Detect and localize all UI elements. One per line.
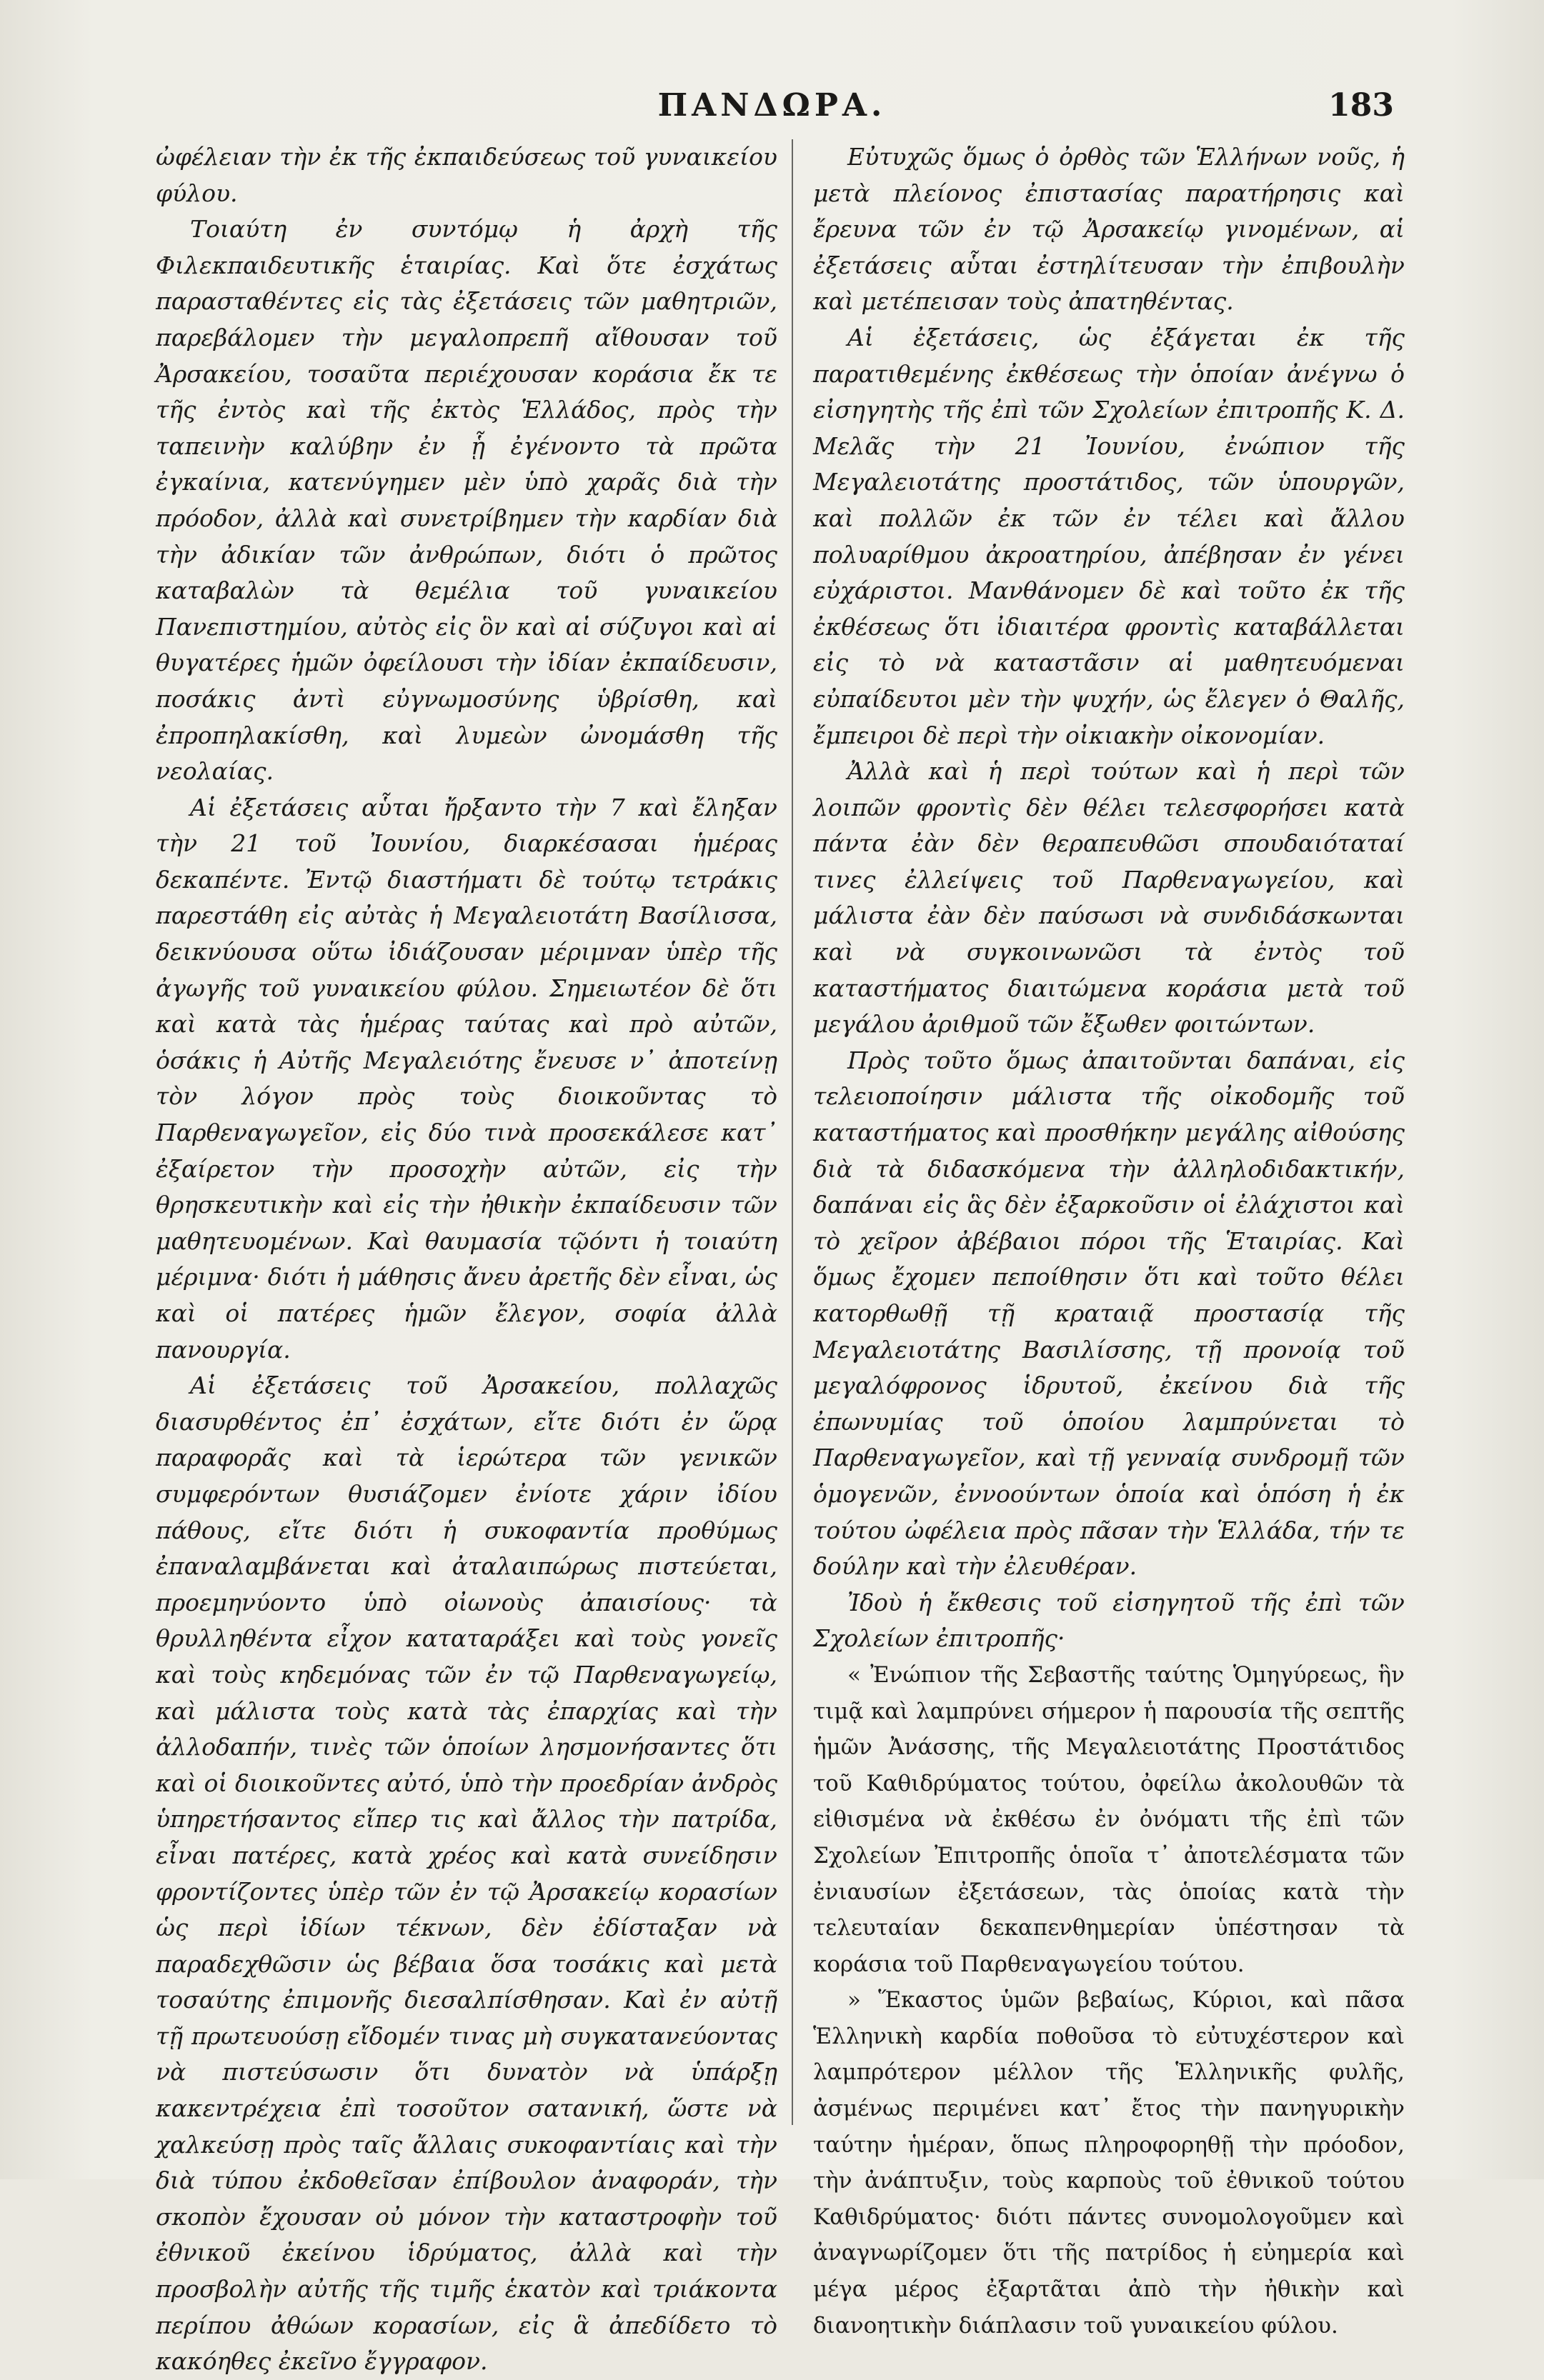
paragraph: Αἱ ἐξετάσεις τοῦ Ἀρσακείου, πολλαχῶς διασυρθέντος ἐπ᾽ ἐσχάτων, εἴτε διότι ἐν ὥρᾳ παραφορᾶς καὶ τὰ ἱερώτερα τῶν γενικῶν συμφερόντων θυσιάζομεν ἐνίοτε χάριν ἰδίου πάθους, εἴτε διότι ἡ συκοφαντία προθύμως ἐπαναλαμβάνεται καὶ ἀταλαιπώρως πιστεύεται, προεμηνύοντο ὑπὸ οἰωνοὺς ἀπαισίους· τὰ θρυλληθέντα εἶχον καταταράξει καὶ τοὺς γονεῖς καὶ τοὺς κηδεμόνας τῶν ἐν τῷ Παρθεναγωγείῳ, καὶ μάλιστα τοὺς κατὰ τὰς ἐπαρχίας καὶ τὴν ἀλλοδαπήν, τινὲς τῶν ὁποίων λησμονήσαντες ὅτι καὶ οἱ διοικοῦντες αὐτό, ὑπὸ τὴν προεδρίαν ἀνδρὸς ὑπηρετήσαντος εἴπερ τις καὶ ἄλλος τὴν πατρίδα, εἶναι πατέρες, κατὰ χρέος καὶ κατὰ συνείδησιν φροντίζοντες ὑπὲρ τῶν ἐν τῷ Ἀρσακείῳ κορασίων ὡς περὶ ἰδίων τέκνων, δὲν ἐδίσταξαν νὰ παραδεχθῶσιν ὡς βέβαια ὅσα τοσάκις καὶ μετὰ τοσαύτης ἐπιμονῆς διεσαλπίσθησαν. Καὶ ἐν αὐτῇ τῇ πρωτευούσῃ εἴδομέν τινας μὴ συγκατανεύοντας νὰ πιστεύσωσιν ὅτι δυνατὸν νὰ ὑπάρξῃ κακεντρέχεια ἐπὶ τοσοῦτον σατανική, ὥστε νὰ χαλκεύσῃ πρὸς ταῖς ἄλλαις συκοφαντίαις καὶ τὴν διὰ τύπου ἐκδοθεῖσαν ἐπίβουλον ἀναφοράν, τὴν σκοπὸν ἔχουσαν οὐ μόνον τὴν καταστροφὴν τοῦ ἐθνικοῦ ἐκείνου ἱδρύματος, ἀλλὰ καὶ τὴν προσβολὴν αὐτῆς τῆς τιμῆς ἑκατὸν καὶ τριάκοντα περίπου ἀθώων κορασίων, εἰς ἃ ἀπεδίδετο τὸ κακόηθες ἐκεῖνο ἔγγραφον. bbox=[156, 1371, 777, 2376]
paragraph: Αἱ ἐξετάσεις αὗται ἤρξαντο τὴν 7 καὶ ἔληξαν τὴν 21 τοῦ Ἰουνίου, διαρκέσασαι ἡμέρας δεκαπέντε. Ἐντῷ διαστήματι δὲ τούτῳ τετράκις παρεστάθη εἰς αὐτὰς ἡ Μεγαλειοτάτη Βασίλισσα, δεικνύουσα οὕτω ἰδιάζουσαν μέριμναν ὑπὲρ τῆς ἀγωγῆς τοῦ γυναικείου φύλου. Σημειωτέον δὲ ὅτι καὶ κατὰ τὰς ἡμέρας ταύτας καὶ πρὸ αὐτῶν, ὁσάκις ἡ Αὐτῆς Μεγαλειότης ἔνευσε ν᾽ ἀποτείνῃ τὸν λόγον πρὸς τοὺς διοικοῦντας τὸ Παρθεναγωγεῖον, εἰς δύο τινὰ προσεκάλεσε κατ᾽ ἐξαίρετον τὴν προσοχὴν αὐτῶν, εἰς τὴν θρησκευτικὴν καὶ εἰς τὴν ἠθικὴν ἐκπαίδευσιν τῶν μαθητευομένων. Καὶ θαυμασία τῷόντι ἡ τοιαύτη μέριμνα· διότι ἡ μάθησις ἄνευ ἀρετῆς δὲν εἶναι, ὡς καὶ οἱ πατέρες ἡμῶν ἔλεγον, σοφία ἀλλὰ πανουργία. bbox=[156, 793, 777, 1364]
paragraph: Τοιαύτη ἐν συντόμῳ ἡ ἀρχὴ τῆς Φιλεκπαιδευτικῆς ἑταιρίας. Καὶ ὅτε ἐσχάτως παρασταθέντες εἰς τὰς ἐξετάσεις τῶν μαθητριῶν, παρεβάλομεν τὴν μεγαλοπρεπῆ αἴθουσαν τοῦ Ἀρσακείου, τοσαῦτα περιέχουσαν κοράσια ἔκ τε τῆς ἐντὸς καὶ τῆς ἐκτὸς Ἑλλάδος, πρὸς τὴν ταπεινὴν καλύβην ἐν ᾗ ἐγένοντο τὰ πρῶτα ἐγκαίνια, κατενύγημεν μὲν ὑπὸ χαρᾶς διὰ τὴν πρόοδον, ἀλλὰ καὶ συνετρίβημεν τὴν καρδίαν διὰ τὴν ἀδικίαν τῶν ἀνθρώπων, διότι ὁ πρῶτος καταβαλὼν τὰ θεμέλια τοῦ γυναικείου Πανεπιστημίου, αὐτὸς εἰς ὃν καὶ αἱ σύζυγοι καὶ αἱ θυγατέρες ἡμῶν ὀφείλουσι τὴν ἰδίαν ἐκπαίδευσιν, ποσάκις ἀντὶ εὐγνωμοσύνης ὑβρίσθη, καὶ ἐπροπηλακίσθη, καὶ λυμεὼν ὠνομάσθη τῆς νεολαίας. bbox=[156, 215, 777, 786]
paragraph: Εὐτυχῶς ὅμως ὁ ὀρθὸς τῶν Ἑλλήνων νοῦς, ἡ μετὰ πλείονος ἐπιστασίας παρατήρησις καὶ ἔρευνα τῶν ἐν τῷ Ἀρσακείῳ γινομένων, αἱ ἐξετάσεις αὗται ἐστηλίτευσαν τὴν ἐπιβουλὴν καὶ μετέπεισαν τοὺς ἀπατηθέντας. bbox=[813, 143, 1405, 316]
journal-title: ΠΑΝΔΩΡΑ. bbox=[657, 87, 887, 124]
page-header bbox=[0, 84, 1544, 127]
paragraph: Ἀλλὰ καὶ ἡ περὶ τούτων καὶ ἡ περὶ τῶν λοιπῶν φροντὶς δὲν θέλει τελεσφορήσει κατὰ πάντα ἐὰν δὲν θεραπευθῶσι σπουδαιόταταί τινες ἐλλείψεις τοῦ Παρθεναγωγείου, καὶ μάλιστα ἐὰν δὲν παύσωσι νὰ συνδιδάσκωνται καὶ νὰ συγκοινωνῶσι τὰ ἐντὸς τοῦ καταστήματος διαιτώμενα κοράσια μετὰ τοῦ μεγάλου ἀριθμοῦ τῶν ἔξωθεν φοιτώντων. bbox=[813, 757, 1405, 1039]
page-number: 183 bbox=[1328, 87, 1394, 124]
paragraph: Ἰδοὺ ἡ ἔκθεσις τοῦ εἰσηγητοῦ τῆς ἐπὶ τῶν Σχολείων ἐπιτροπῆς· bbox=[813, 1588, 1405, 1653]
quoted-report-paragraph: » Ἕκαστος ὑμῶν βεβαίως, Κύριοι, καὶ πᾶσα Ἑλληνικὴ καρδία ποθοῦσα τὸ εὐτυχέστερον καὶ λαμπρότερον μέλλον τῆς Ἑλληνικῆς φυλῆς, ἀσμένως περιμένει κατ᾽ ἔτος τὴν πανηγυρικὴν ταύτην ἡμέραν, ὅπως πληροφορηθῇ τὴν πρόοδον, τὴν ἀνάπτυξιν, τοὺς καρποὺς τοῦ ἐθνικοῦ τούτου Καθιδρύματος· διότι πάντες συνομολογοῦμεν καὶ ἀναγνωρίζομεν ὅτι τῆς πατρίδος ἡ εὐημερία καὶ μέγα μέρος ἐξαρτᾶται ἀπὸ τὴν ἠθικὴν καὶ διανοητικὴν διάπλασιν τοῦ γυναικείου φύλου. bbox=[813, 1987, 1405, 2339]
paragraph: ὠφέλειαν τὴν ἐκ τῆς ἐκπαιδεύσεως τοῦ γυναικείου φύλου. bbox=[156, 143, 777, 207]
quoted-report-paragraph: « Ἐνώπιον τῆς Σεβαστῆς ταύτης Ὁμηγύρεως, ἣν τιμᾷ καὶ λαμπρύνει σήμερον ἡ παρουσία τῆς σεπτῆς ἡμῶν Ἀνάσσης, τῆς Μεγαλειοτάτης Προστάτιδος τοῦ Καθιδρύματος τούτου, ὀφείλω ἀκολουθῶν τὰ εἰθισμένα νὰ ἐκθέσω ἐν ὀνόματι τῆς ἐπὶ τῶν Σχολείων Ἐπιτροπῆς ὁποῖα τ᾽ ἀποτελέσματα τῶν ἐνιαυσίων ἐξετάσεων, τὰς ὁποίας κατὰ τὴν τελευταίαν δεκαπενθημερίαν ὑπέστησαν τὰ κοράσια τοῦ Παρθεναγωγείου τούτου. bbox=[813, 1661, 1405, 1977]
paragraph: Πρὸς τοῦτο ὅμως ἀπαιτοῦνται δαπάναι, εἰς τελειοποίησιν μάλιστα τῆς οἰκοδομῆς τοῦ καταστήματος καὶ προσθήκην μεγάλης αἰθούσης διὰ τὰ διδασκόμενα τὴν ἀλληλοδιδακτικήν, δαπάναι εἰς ἃς δὲν ἐξαρκοῦσιν οἱ ἐλάχιστοι καὶ τὸ χεῖρον ἀβέβαιοι πόροι τῆς Ἑταιρίας. Καὶ ὅμως ἔχομεν πεποίθησιν ὅτι καὶ τοῦτο θέλει κατορθωθῇ τῇ κραταιᾷ προστασίᾳ τῆς Μεγαλειοτάτης Βασιλίσσης, τῇ προνοίᾳ τοῦ μεγαλόφρονος ἱδρυτοῦ, ἐκείνου διὰ τῆς ἐπωνυμίας τοῦ ὁποίου λαμπρύνεται τὸ Παρθεναγωγεῖον, καὶ τῇ γενναίᾳ συνδρομῇ τῶν ὁμογενῶν, ἐννοούντων ὁποία καὶ ὁπόση ἡ ἐκ τούτου ὠφέλεια πρὸς πᾶσαν τὴν Ἑλλάδα, τήν τε δούλην καὶ τὴν ἐλευθέραν. bbox=[813, 1046, 1405, 1581]
right-column bbox=[813, 139, 1405, 2344]
left-column bbox=[156, 139, 777, 2380]
column-divider bbox=[792, 139, 793, 2125]
paragraph: Αἱ ἐξετάσεις, ὡς ἐξάγεται ἐκ τῆς παρατιθεμένης ἐκθέσεως τὴν ὁποίαν ἀνέγνω ὁ εἰσηγητὴς τῆς ἐπὶ τῶν Σχολείων ἐπιτροπῆς Κ. Δ. Μελᾶς τὴν 21 Ἰουνίου, ἐνώπιον τῆς Μεγαλειοτάτης προστάτιδος, τῶν ὑπουργῶν, καὶ πολλῶν ἐκ τῶν ἐν τέλει καὶ ἄλλου πολυαρίθμου ἀκροατηρίου, ἀπέβησαν ἐν γένει εὐχάριστοι. Μανθάνομεν δὲ καὶ τοῦτο ἐκ τῆς ἐκθέσεως ὅτι ἰδιαιτέρα φροντὶς καταβάλλεται εἰς τὸ νὰ καταστᾶσιν αἱ μαθητευόμεναι εὐπαίδευτοι μὲν τὴν ψυχήν, ὡς ἔλεγεν ὁ Θαλῆς, ἔμπειροι δὲ περὶ τὴν οἰκιακὴν οἰκονομίαν. bbox=[813, 323, 1405, 749]
